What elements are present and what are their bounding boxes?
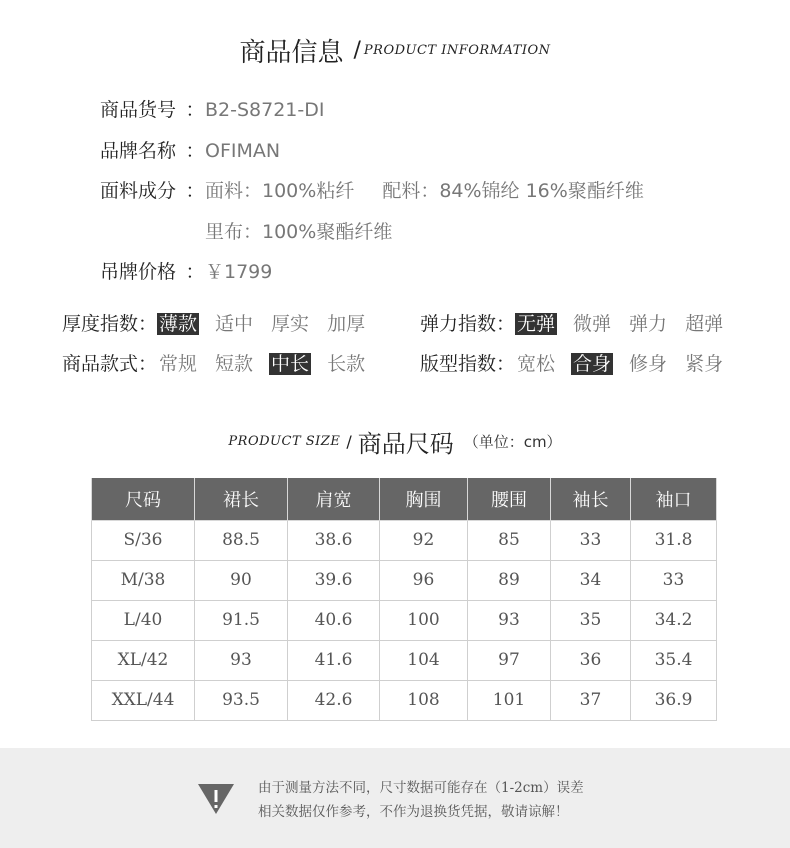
table-cell: S/36 [92, 520, 195, 560]
table-cell: 34 [551, 560, 631, 600]
table-row [92, 640, 717, 680]
fit-option: 宽松 [517, 353, 556, 375]
product-info-title-en: PRODUCT INFORMATION [363, 43, 551, 58]
fit-index [420, 349, 739, 376]
info-row-brand [100, 136, 280, 163]
table-cell: 100 [380, 600, 468, 640]
sku-label: 商品货号 [100, 99, 177, 121]
style-index [62, 349, 381, 376]
colon: ： [185, 261, 205, 283]
col-header: 裙长 [195, 478, 288, 520]
brand-label: 品牌名称 [100, 140, 177, 162]
elasticity-option: 弹力 [629, 313, 668, 335]
table-cell: 97 [468, 640, 551, 680]
thickness-option: 厚实 [271, 313, 310, 335]
price-label: 吊牌价格 [100, 261, 177, 283]
size-title-en: PRODUCT SIZE [228, 434, 341, 449]
table-cell: 89 [468, 560, 551, 600]
fabric-lining: 里布：100%聚酯纤维 [205, 221, 393, 243]
thickness-index [62, 309, 381, 336]
table-cell: 31.8 [631, 520, 717, 560]
info-row-lining [205, 217, 392, 244]
elasticity-option: 微弹 [573, 313, 612, 335]
table-cell: 33 [631, 560, 717, 600]
table-row [92, 560, 717, 600]
thickness-label: 厚度指数： [62, 313, 158, 335]
fabric-trim: 配料：84%锦纶 16%聚酯纤维 [382, 180, 644, 202]
colon: ： [185, 99, 205, 121]
table-cell: 38.6 [288, 520, 380, 560]
size-title-cn: 商品尺码 [357, 430, 454, 458]
table-cell: 88.5 [195, 520, 288, 560]
style-label: 商品款式： [62, 353, 158, 375]
table-cell: XL/42 [92, 640, 195, 680]
table-cell: 36.9 [631, 680, 717, 720]
info-row-price [100, 257, 272, 284]
table-cell: 37 [551, 680, 631, 720]
table-cell: M/38 [92, 560, 195, 600]
table-cell: 93 [195, 640, 288, 680]
col-header: 袖长 [551, 478, 631, 520]
style-option-selected: 中长 [271, 353, 310, 375]
table-cell: 93 [468, 600, 551, 640]
fit-option-selected: 合身 [573, 353, 612, 375]
table-cell: XXL/44 [92, 680, 195, 720]
size-table-header-row [92, 478, 717, 520]
table-cell: 92 [380, 520, 468, 560]
style-option: 短款 [215, 353, 254, 375]
thickness-option: 加厚 [327, 313, 366, 335]
col-header: 肩宽 [288, 478, 380, 520]
col-header: 胸围 [380, 478, 468, 520]
disclaimer-line-1: 由于测量方法不同，尺寸数据可能存在（1-2cm）误差 [258, 780, 584, 796]
table-cell: 91.5 [195, 600, 288, 640]
table-cell: 41.6 [288, 640, 380, 680]
fit-option: 修身 [629, 353, 668, 375]
col-header: 尺码 [92, 478, 195, 520]
disclaimer-text [258, 776, 584, 824]
product-info-title-cn: 商品信息 [239, 38, 344, 68]
sku-value: B2-S8721-DI [205, 99, 325, 121]
table-cell: 96 [380, 560, 468, 600]
size-unit: （单位：cm） [463, 433, 562, 451]
price-value: ￥1799 [205, 261, 273, 283]
colon: ： [185, 180, 205, 202]
thickness-option-selected: 薄款 [159, 313, 198, 335]
table-cell: 40.6 [288, 600, 380, 640]
measurement-disclaimer [0, 748, 790, 848]
info-row-sku [100, 95, 324, 122]
brand-value: OFIMAN [205, 140, 281, 162]
table-cell: 42.6 [288, 680, 380, 720]
product-info-heading [0, 32, 790, 69]
fabric-label: 面料成分 [100, 180, 177, 202]
elasticity-option: 超弹 [685, 313, 724, 335]
table-cell: 33 [551, 520, 631, 560]
thickness-option: 适中 [215, 313, 254, 335]
table-cell: 90 [195, 560, 288, 600]
elasticity-label: 弹力指数： [420, 313, 516, 335]
table-row [92, 520, 717, 560]
colon: ： [185, 140, 205, 162]
table-cell: L/40 [92, 600, 195, 640]
fit-option: 紧身 [685, 353, 724, 375]
fit-label: 版型指数： [420, 353, 516, 375]
table-cell: 93.5 [195, 680, 288, 720]
table-cell: 35 [551, 600, 631, 640]
table-cell: 36 [551, 640, 631, 680]
table-cell: 104 [380, 640, 468, 680]
style-option: 常规 [159, 353, 198, 375]
table-cell: 101 [468, 680, 551, 720]
fabric-main: 面料：100%粘纤 [205, 180, 355, 202]
warning-icon [196, 782, 236, 816]
heading-slash: / [346, 432, 352, 451]
table-cell: 35.4 [631, 640, 717, 680]
size-table [91, 478, 717, 721]
table-row [92, 600, 717, 640]
disclaimer-line-2: 相关数据仅作参考，不作为退换货凭据，敬请谅解！ [258, 804, 569, 820]
table-cell: 108 [380, 680, 468, 720]
heading-slash: / [353, 38, 361, 63]
elasticity-option-selected: 无弹 [517, 313, 556, 335]
table-row [92, 680, 717, 720]
col-header: 腰围 [468, 478, 551, 520]
info-row-fabric [100, 176, 644, 203]
size-heading [0, 424, 790, 459]
style-option: 长款 [327, 353, 366, 375]
elasticity-index [420, 309, 739, 336]
table-cell: 34.2 [631, 600, 717, 640]
table-cell: 85 [468, 520, 551, 560]
table-cell: 39.6 [288, 560, 380, 600]
col-header: 袖口 [631, 478, 717, 520]
